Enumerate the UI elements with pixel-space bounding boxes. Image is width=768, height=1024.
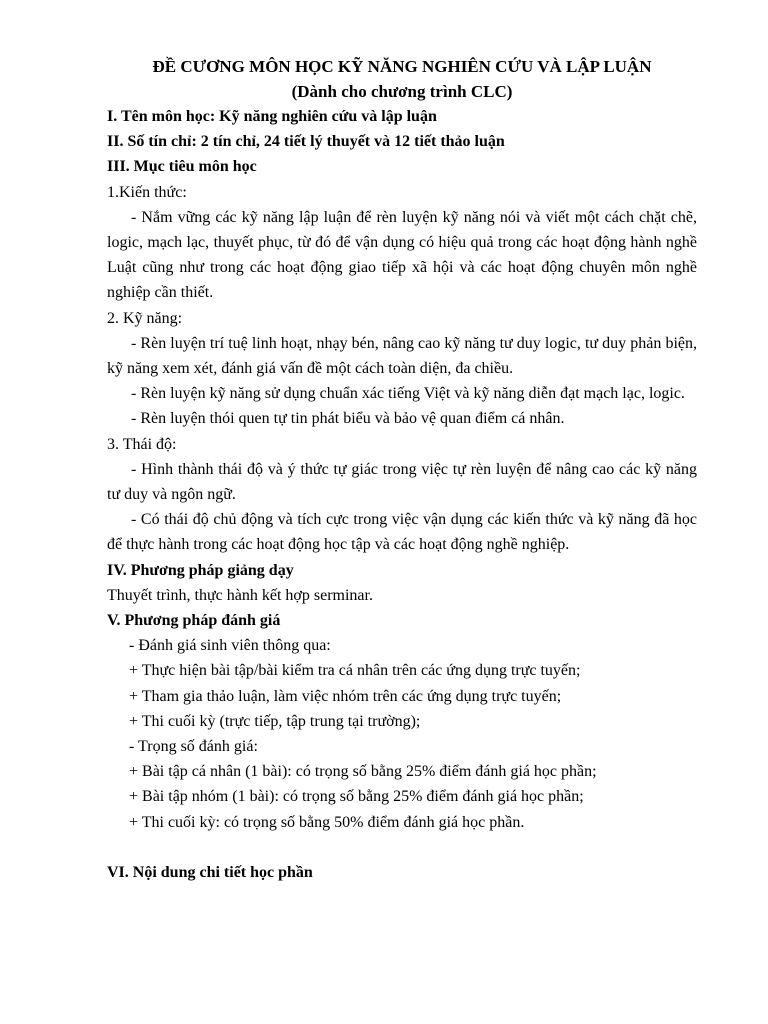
- attitude-item: - Có thái độ chủ động và tích cực trong việc vận dụng các kiến thức và kỹ năng đã học để thực hành trong các hoạt động học tập và các hoạt động nghề nghiệp.: [107, 511, 697, 554]
- section-objectives-heading: III. Mục tiêu môn học: [107, 158, 257, 176]
- assessment-line: + Tham gia thảo luận, làm việc nhóm trên các ứng dụng trực tuyến;: [129, 687, 562, 705]
- section-course-content-heading: VI. Nội dung chi tiết học phần: [107, 864, 313, 882]
- skills-item: - Rèn luyện trí tuệ linh hoạt, nhạy bén, nâng cao kỹ năng tư duy logic, tư duy phản biện, kỹ năng xem xét, đánh giá vấn đề một cách toàn diện, đa chiều.: [107, 334, 697, 378]
- assessment-line: + Bài tập cá nhân (1 bài): có trọng số bằng 25% điểm đánh giá học phần;: [129, 763, 597, 781]
- assessment-line: + Thi cuối kỳ: có trọng số bằng 50% điểm đánh giá học phần.: [129, 813, 525, 831]
- assessment-line: - Đánh giá sinh viên thông qua:: [129, 637, 331, 655]
- skills-item: - Rèn luyện kỹ năng sử dụng chuẩn xác tiếng Việt và kỹ năng diễn đạt mạch lạc, logic.: [131, 385, 685, 403]
- attitude-item: - Hình thành thái độ và ý thức tự giác trong việc tự rèn luyện để nâng cao các kỹ năng tư duy và ngôn ngữ.: [107, 460, 697, 504]
- assessment-line: + Bài tập nhóm (1 bài): có trọng số bằng 25% điểm đánh giá học phần;: [129, 788, 584, 806]
- document-page: [107, 54, 697, 885]
- assessment-line: + Thi cuối kỳ (trực tiếp, tập trung tại trường);: [129, 712, 421, 730]
- knowledge-item: - Nắm vững các kỹ năng lập luận để rèn luyện kỹ năng nói và viết một cách chặt chẽ, logic, mạch lạc, thuyết phục, từ đó để vận dụng có hiệu quả trong các hoạt động hành nghề Luật cũng như trong các hoạt động giao tiếp xã hội và các hoạt động chuyên môn nghề nghiệp cần thiết.: [107, 208, 697, 302]
- teaching-methods-text: Thuyết trình, thực hành kết hợp serminar.: [107, 586, 373, 604]
- section-credits: II. Số tín chỉ: 2 tín chỉ, 24 tiết lý thuyết và 12 tiết thảo luận: [107, 133, 505, 151]
- assessment-line: - Trọng số đánh giá:: [129, 738, 258, 756]
- section-assessment-heading: V. Phương pháp đánh giá: [107, 612, 281, 630]
- skills-item: - Rèn luyện thói quen tự tin phát biểu và bảo vệ quan điểm cá nhân.: [131, 410, 565, 428]
- document-subtitle: (Dành cho chương trình CLC): [291, 82, 513, 101]
- knowledge-label: 1.Kiến thức:: [107, 183, 187, 201]
- attitude-label: 3. Thái độ:: [107, 435, 177, 453]
- blank-line: [107, 835, 697, 860]
- document-title: ĐỀ CƯƠNG MÔN HỌC KỸ NĂNG NGHIÊN CỨU VÀ LẬP LUẬN: [152, 57, 652, 76]
- section-course-name: I. Tên môn học: Kỹ năng nghiên cứu và lập luận: [107, 108, 437, 125]
- skills-label: 2. Kỹ năng:: [107, 309, 183, 327]
- section-teaching-methods-heading: IV. Phương pháp giảng dạy: [107, 561, 294, 579]
- assessment-line: + Thực hiện bài tập/bài kiểm tra cá nhân trên các ứng dụng trực tuyến;: [129, 662, 581, 680]
